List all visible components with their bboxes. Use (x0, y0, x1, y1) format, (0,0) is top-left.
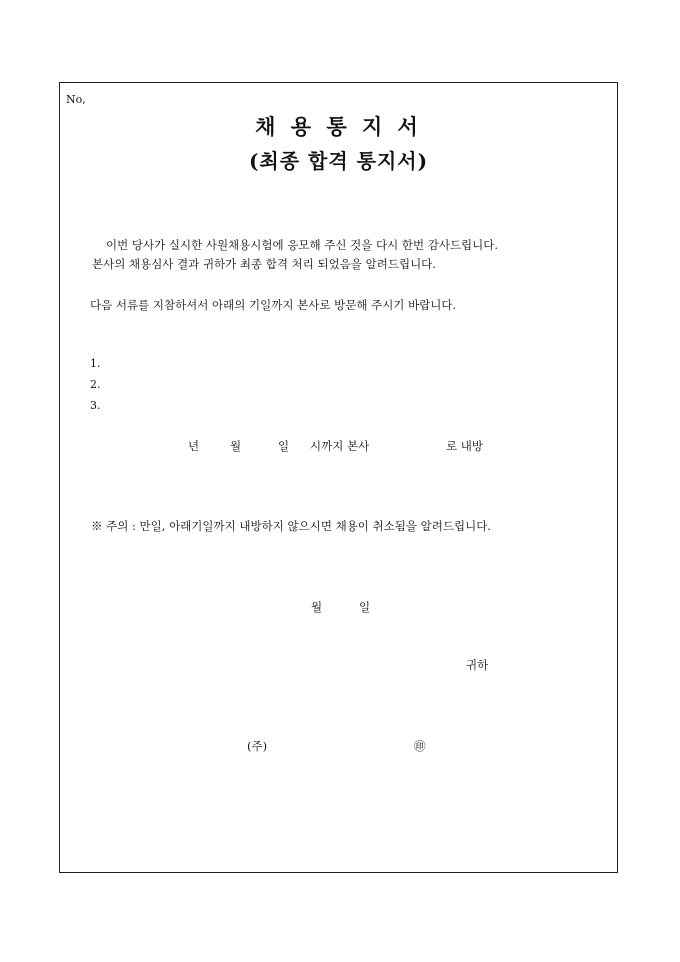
list-item: 2. (90, 378, 101, 391)
visit-year-label: 년 (188, 439, 200, 453)
document-subtitle: (최종 합격 통지서) (248, 149, 429, 173)
seal-mark: ㊞ (414, 739, 426, 753)
notice-text: ※ 주의 : 만일, 아래기일까지 내방하지 않으시면 채용이 취소됨을 알려드립니다. (91, 519, 491, 533)
list-item: 1. (90, 357, 101, 370)
visit-until-label: 시까지 본사 (310, 439, 370, 453)
issue-month-label: 월 (311, 600, 323, 614)
issue-day-label: 일 (359, 600, 371, 614)
document-title: 채 용 통 지 서 (255, 114, 422, 139)
document-frame (59, 82, 618, 873)
recipient-honorific: 귀하 (466, 658, 489, 672)
company-label: (주) (247, 739, 268, 753)
visit-day-label: 일 (278, 439, 290, 453)
document-number-label: No, (66, 93, 86, 106)
paragraph-thanks: 이번 당사가 실시한 사원채용시험에 응모해 주신 것을 다시 한번 감사드립니다. (106, 238, 499, 252)
paragraph-instructions: 다음 서류를 지참하셔서 아래의 기일까지 본사로 방문해 주시기 바랍니다. (90, 298, 457, 312)
list-item: 3. (90, 399, 101, 412)
visit-label: 로 내방 (446, 439, 483, 453)
visit-month-label: 월 (230, 439, 242, 453)
paragraph-result: 본사의 채용심사 결과 귀하가 최종 합격 처리 되었음을 알려드립니다. (92, 257, 436, 271)
